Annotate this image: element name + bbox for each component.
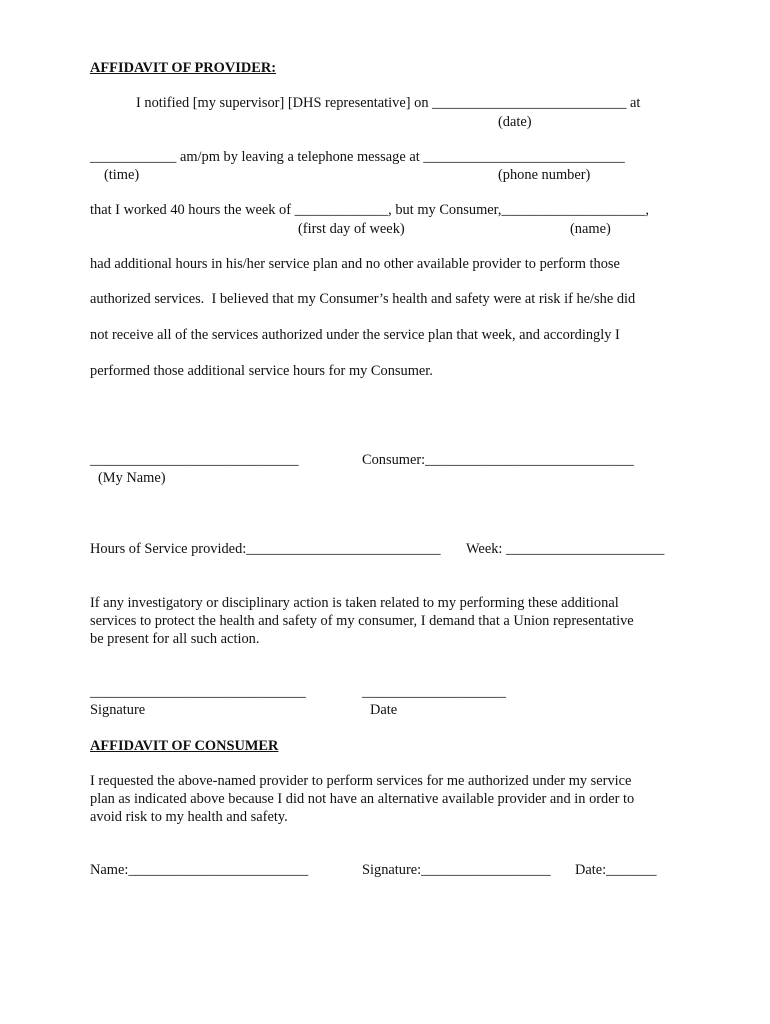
telephone-line: ____________ am/pm by leaving a telephone message at ____________________________	[90, 149, 625, 165]
time-caption: (time)	[104, 167, 140, 183]
provider-date-line: ____________________	[362, 684, 506, 700]
date-caption-2: Date	[370, 702, 398, 718]
name-caption: (name)	[570, 221, 611, 237]
provider-paragraph-line-3: not receive all of the services authorized under the service plan that week, and accordingly I	[90, 327, 620, 343]
provider-paragraph-line-4: performed those additional service hours for my Consumer.	[90, 363, 433, 379]
union-paragraph-line-3: be present for all such action.	[90, 631, 260, 647]
union-paragraph-line-1: If any investigatory or disciplinary action is taken related to my performing these additional	[90, 595, 619, 611]
consumer-heading: AFFIDAVIT OF CONSUMER	[90, 738, 279, 754]
week-consumer-line: that I worked 40 hours the week of _____________, but my Consumer,____________________,	[90, 202, 649, 218]
consumer-signature-field: Signature:__________________	[362, 862, 551, 878]
my-name-signature-line: _____________________________	[90, 452, 299, 468]
provider-heading: AFFIDAVIT OF PROVIDER:	[90, 60, 277, 76]
date-caption: (date)	[498, 114, 532, 130]
signature-caption: Signature	[90, 702, 146, 718]
first-day-caption: (first day of week)	[298, 221, 405, 237]
notified-line: I notified [my supervisor] [DHS representative] on ___________________________ at	[136, 95, 641, 111]
consumer-paragraph-line-1: I requested the above-named provider to perform services for me authorized under my service	[90, 773, 632, 789]
my-name-caption: (My Name)	[98, 470, 166, 486]
provider-signature-line: ______________________________	[90, 684, 306, 700]
provider-paragraph-line-1: had additional hours in his/her service plan and no other available provider to perform those	[90, 256, 620, 272]
hours-of-service-field: Hours of Service provided:___________________________	[90, 541, 441, 557]
union-paragraph-line-2: services to protect the health and safety of my consumer, I demand that a Union representative	[90, 613, 634, 629]
consumer-name-signature-field: Name:_________________________	[90, 862, 309, 878]
consumer-date-field: Date:_______	[575, 862, 657, 878]
consumer-paragraph-line-2: plan as indicated above because I did not have an alternative available provider and in order to	[90, 791, 635, 807]
phone-number-caption: (phone number)	[498, 167, 591, 183]
consumer-name-field: Consumer:_____________________________	[362, 452, 634, 468]
consumer-paragraph-line-3: avoid risk to my health and safety.	[90, 809, 288, 825]
provider-paragraph-line-2: authorized services. I believed that my Consumer’s health and safety were at risk if he/she did	[90, 291, 636, 307]
week-field: Week: ______________________	[466, 541, 665, 557]
